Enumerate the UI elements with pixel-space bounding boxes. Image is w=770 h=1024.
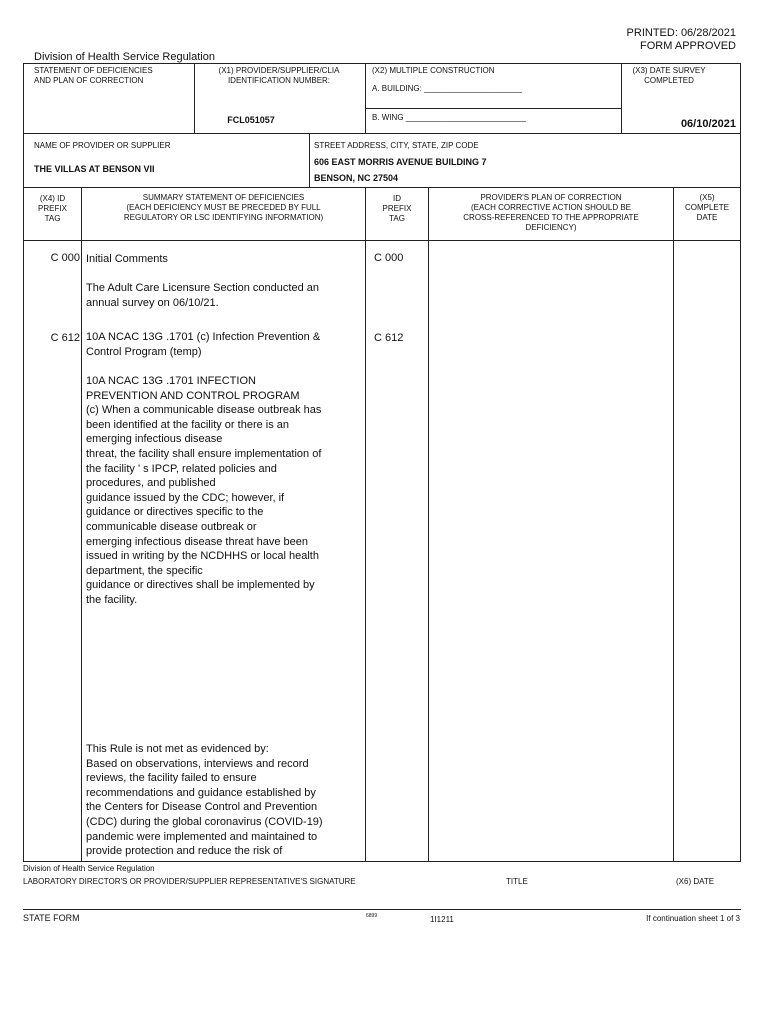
divider bbox=[673, 187, 674, 861]
x3-value: 06/10/2021 bbox=[680, 118, 736, 130]
entry-tag: C 000 bbox=[50, 252, 80, 264]
footer-division: Division of Health Service Regulation bbox=[23, 864, 155, 873]
form-code-small: 6899 bbox=[366, 913, 378, 919]
divider bbox=[23, 133, 741, 134]
form-left-border bbox=[23, 63, 24, 861]
wing-label: B. WING ___________________________ bbox=[372, 113, 526, 122]
form-right-border bbox=[740, 63, 741, 861]
divider bbox=[428, 187, 429, 861]
provider-name-label: NAME OF PROVIDER OR SUPPLIER bbox=[34, 141, 171, 150]
continuation-sheet: If continuation sheet 1 of 3 bbox=[646, 914, 740, 923]
divider bbox=[365, 63, 366, 133]
printed-date: PRINTED: 06/28/2021 bbox=[626, 27, 736, 39]
divider bbox=[194, 63, 195, 133]
state-form-label: STATE FORM bbox=[23, 913, 80, 923]
divider bbox=[81, 187, 82, 861]
x1-label: (X1) PROVIDER/SUPPLIER/CLIA IDENTIFICATION NUMBER: bbox=[218, 66, 340, 85]
entry-finding: This Rule is not met as evidenced by: Based on observations, interviews and record reviews, the facility failed to ensure recommendations and guidance established by the Centers for Disease Control and Prevention (CDC) during the global coronavirus (COVID-19) pandemic were implemented and maintained to provide protection and reduce the risk of bbox=[86, 743, 323, 858]
entry-body: 10A NCAC 13G .1701 INFECTION PREVENTION AND CONTROL PROGRAM (c) When a communicable disease outbreak has been identified at the facility or there is an emerging infectious disease threat, the facility shall ensure implementation of the facility ' s IPCP, related policies and procedures, and published guidance issued by the CDC; however, if guidance or directives specific to the communicable disease outbreak or emerging infectious disease threat have been issued in writing by the NCDHHS or local health department, the specific guidance or directives shall be implemented by the facility. bbox=[86, 375, 322, 606]
entry-tag: C 612 bbox=[50, 332, 80, 344]
title-label: TITLE bbox=[506, 877, 528, 886]
building-label: A. BUILDING: ______________________ bbox=[372, 84, 522, 93]
entry-title: 10A NCAC 13G .1701 (c) Infection Prevention & Control Program (temp) bbox=[86, 331, 321, 358]
x6-date-label: (X6) DATE bbox=[676, 877, 715, 886]
form-top-border bbox=[23, 63, 741, 64]
divider bbox=[309, 133, 310, 187]
statement-label: STATEMENT OF DEFICIENCIES AND PLAN OF CORRECTION bbox=[34, 66, 153, 85]
x4-header: (X4) ID PREFIX TAG bbox=[38, 194, 67, 223]
plan-header: PROVIDER'S PLAN OF CORRECTION (EACH CORRECTIVE ACTION SHOULD BE CROSS-REFERENCED TO THE APPROPRIATE DEFICIENCY) bbox=[463, 193, 639, 232]
entry-body: The Adult Care Licensure Section conducted an annual survey on 06/10/21. bbox=[86, 282, 319, 309]
footer-divider bbox=[23, 909, 741, 910]
form-bottom-border bbox=[23, 861, 741, 862]
divider bbox=[621, 63, 622, 133]
x1-value: FCL051057 bbox=[227, 115, 275, 125]
address-line2: BENSON, NC 27504 bbox=[314, 173, 399, 183]
entry-id-tag: C 612 bbox=[374, 332, 404, 344]
divider bbox=[23, 240, 741, 241]
x3-label: (X3) DATE SURVEY COMPLETED bbox=[632, 66, 706, 85]
entry-title: Initial Comments bbox=[86, 253, 168, 265]
form-code: 1I1211 bbox=[430, 915, 454, 924]
divider bbox=[365, 108, 621, 109]
provider-name: THE VILLAS AT BENSON VII bbox=[34, 164, 155, 174]
divider bbox=[23, 187, 741, 188]
id-prefix-header: ID PREFIX TAG bbox=[382, 194, 412, 223]
summary-header: SUMMARY STATEMENT OF DEFICIENCIES (EACH DEFICIENCY MUST BE PRECEDED BY FULL REGULATORY OR LSC IDENTIFYING INFORMATION) bbox=[123, 193, 324, 222]
signature-label: LABORATORY DIRECTOR'S OR PROVIDER/SUPPLIER REPRESENTATIVE'S SIGNATURE bbox=[23, 877, 356, 886]
form-status: FORM APPROVED bbox=[640, 40, 736, 52]
address-line1: 606 EAST MORRIS AVENUE BUILDING 7 bbox=[314, 157, 487, 167]
x5-header: (X5) COMPLETE DATE bbox=[684, 193, 729, 222]
entry-id-tag: C 000 bbox=[374, 252, 404, 264]
division-title: Division of Health Service Regulation bbox=[34, 51, 215, 63]
address-label: STREET ADDRESS, CITY, STATE, ZIP CODE bbox=[314, 141, 479, 150]
divider bbox=[365, 187, 366, 861]
x2-label: (X2) MULTIPLE CONSTRUCTION bbox=[372, 66, 495, 75]
